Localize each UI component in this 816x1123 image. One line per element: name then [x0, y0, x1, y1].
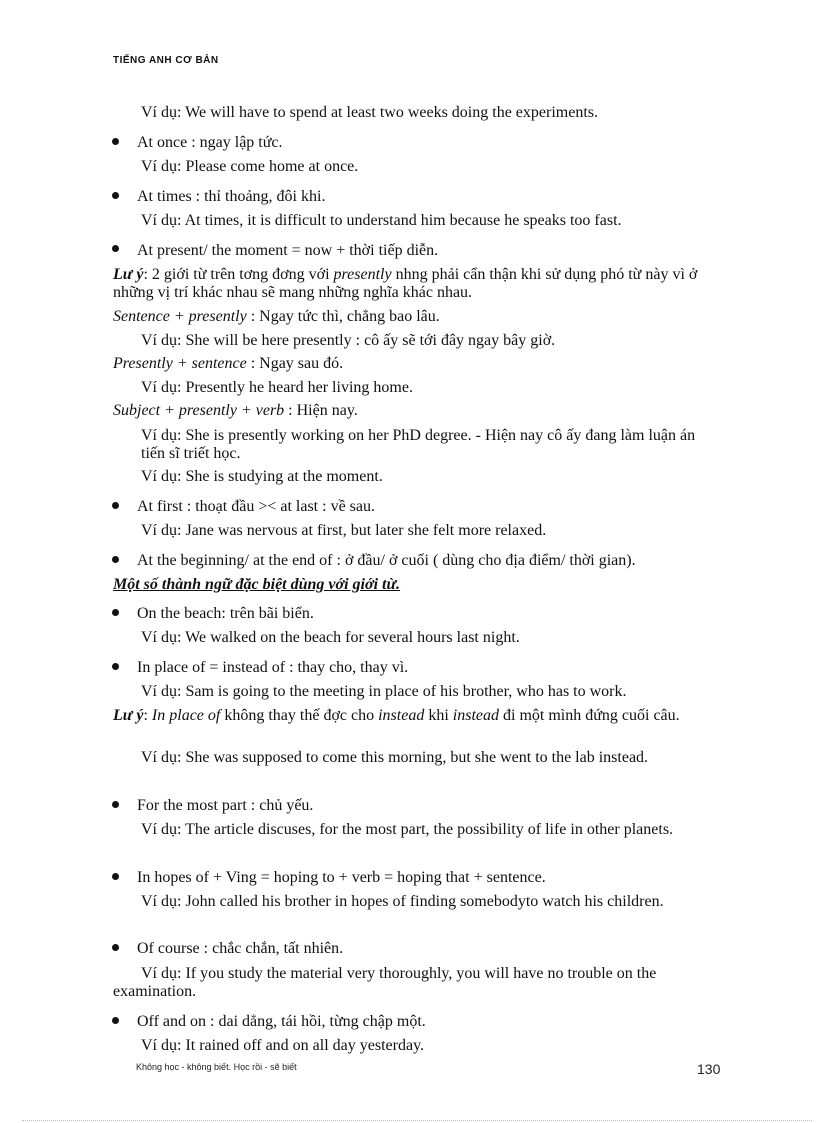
footer-motto: Không học - không biết. Học rồi - sẽ biết	[136, 1062, 297, 1072]
rule-line: Sentence + presently : Ngay tức thì, chẳng bao lâu.	[113, 308, 440, 325]
example-line: Ví dụ: If you study the material very thoroughly, you will have no trouble on the examination.	[113, 965, 657, 1000]
list-item: At present/ the moment = now + thời tiếp diễn.	[137, 242, 439, 259]
example-line: Ví dụ: John called his brother in hopes of finding somebodyto watch his children.	[141, 893, 664, 910]
rule-line: Subject + presently + verb : Hiện nay.	[113, 402, 358, 419]
bullet-icon	[112, 192, 119, 199]
example-line: Ví dụ: At times, it is difficult to understand him because he speaks too fast.	[141, 212, 622, 229]
note-paragraph: Lư ý: 2 giới từ trên tơng đơng với presently nhng phải cẩn thận khi sử dụng phó từ này vì ở những vị trí khác nhau sẽ mang những nghĩa khác nhau.	[113, 266, 698, 301]
list-item: At first : thoạt đầu >< at last : về sau.	[137, 498, 375, 515]
bullet-icon	[112, 502, 119, 509]
example-line: Ví dụ: It rained off and on all day yesterday.	[141, 1037, 425, 1054]
bullet-icon	[112, 801, 119, 808]
bullet-icon	[112, 245, 119, 252]
example-line: Ví dụ: We walked on the beach for several hours last night.	[141, 629, 520, 646]
bullet-icon	[112, 556, 119, 563]
list-item: Off and on : dai dẳng, tái hồi, từng chập một.	[137, 1013, 426, 1030]
bullet-icon	[112, 944, 119, 951]
list-item: At the beginning/ at the end of : ở đầu/ ở cuối ( dùng cho địa điểm/ thời gian).	[137, 552, 636, 569]
page-number: 130	[697, 1061, 721, 1077]
note-label: Lư ý	[113, 266, 144, 283]
example-line: Ví dụ: We will have to spend at least two weeks doing the experiments.	[141, 104, 598, 121]
example-line: Ví dụ: Jane was nervous at first, but later she felt more relaxed.	[141, 522, 547, 539]
example-line: Ví dụ: She will be here presently : cô ấy sẽ tới đây ngay bây giờ.	[141, 332, 556, 349]
example-line: Ví dụ: The article discuses, for the most part, the possibility of life in other planets.	[141, 821, 674, 838]
example-line: Ví dụ: Presently he heard her living home.	[141, 379, 413, 396]
note-label: Lư ý	[113, 707, 144, 724]
example-line: Ví dụ: Sam is going to the meeting in place of his brother, who has to work.	[141, 683, 627, 700]
bullet-icon	[112, 873, 119, 880]
section-heading: Một số thành ngữ đặc biệt dùng với giới từ.	[113, 576, 401, 593]
rule-line: Presently + sentence : Ngay sau đó.	[113, 355, 344, 372]
bullet-icon	[112, 138, 119, 145]
list-item: In hopes of + Ving = hoping to + verb = hoping that + sentence.	[137, 869, 546, 886]
page-header-title: TIẾNG ANH CƠ BẢN	[113, 55, 219, 66]
list-item: On the beach: trên bãi biển.	[137, 605, 314, 622]
list-item: In place of = instead of : thay cho, thay vì.	[137, 659, 409, 676]
example-line: Ví dụ: Please come home at once.	[141, 158, 359, 175]
page-bottom-divider	[22, 1120, 812, 1121]
note-paragraph: Lư ý: In place of không thay thế đợc cho instead khi instead đi một mình đứng cuối câu.	[113, 707, 680, 724]
list-item: Of course : chắc chắn, tất nhiên.	[137, 940, 344, 957]
list-item: For the most part : chủ yếu.	[137, 797, 314, 814]
bullet-icon	[112, 1017, 119, 1024]
list-item: At once : ngay lập tức.	[137, 134, 283, 151]
bullet-icon	[112, 609, 119, 616]
example-line: Ví dụ: She is presently working on her PhD degree. - Hiện nay cô ấy đang làm luận án tiến sĩ triết học.	[141, 427, 696, 462]
example-line: Ví dụ: She is studying at the moment.	[141, 468, 383, 485]
example-line: Ví dụ: She was supposed to come this morning, but she went to the lab instead.	[141, 749, 649, 766]
bullet-icon	[112, 663, 119, 670]
list-item: At times : thỉ thoảng, đôi khi.	[137, 188, 326, 205]
